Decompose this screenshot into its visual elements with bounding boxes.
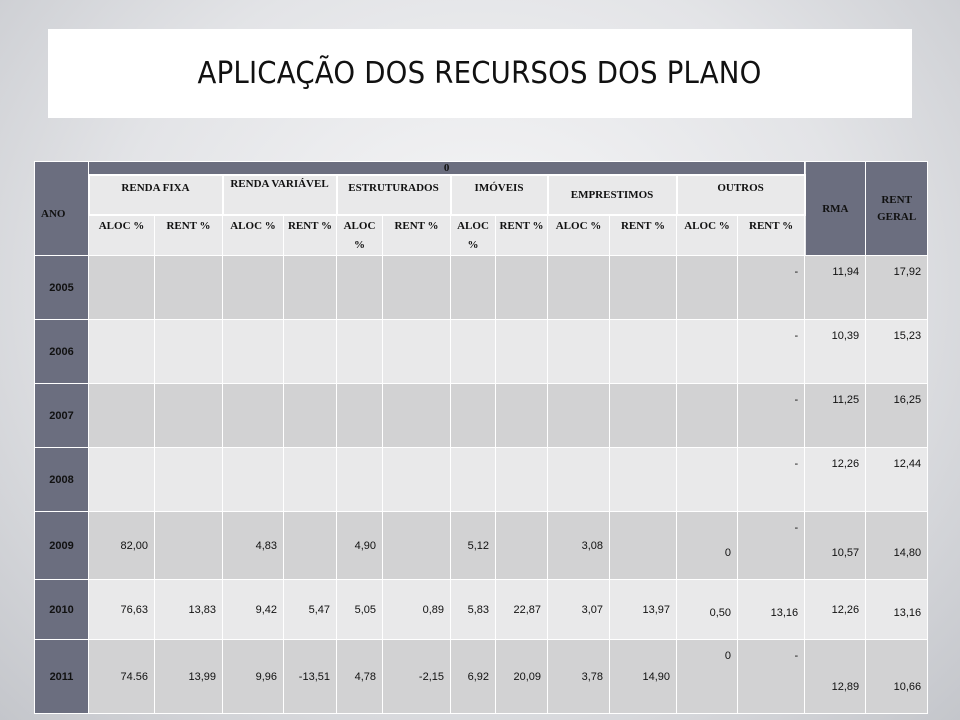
- rf-aloc: 74.56: [89, 640, 155, 714]
- em-aloc: 3,08: [548, 512, 610, 580]
- ou-rent: 13,16: [738, 580, 805, 640]
- im-rent: [496, 512, 548, 580]
- rent-geral: 17,92: [866, 256, 928, 320]
- em-rent: 13,97: [610, 580, 677, 640]
- ou-aloc: [677, 448, 738, 512]
- es-rent: -2,15: [383, 640, 451, 714]
- es-aloc: [337, 320, 383, 384]
- im-rent: [496, 384, 548, 448]
- im-aloc: 5,12: [451, 512, 496, 580]
- rf-aloc: [89, 384, 155, 448]
- rent-geral: 12,44: [866, 448, 928, 512]
- ou-rent: -: [738, 512, 805, 580]
- im-rent: [496, 448, 548, 512]
- es-aloc: [337, 256, 383, 320]
- rf-rent: [155, 512, 223, 580]
- sub-es-aloc: ALOC %: [337, 215, 383, 256]
- im-rent: 22,87: [496, 580, 548, 640]
- rf-rent: 13,99: [155, 640, 223, 714]
- rv-aloc: [223, 256, 284, 320]
- em-rent: [610, 384, 677, 448]
- group-renda-fixa: RENDA FIXA: [89, 175, 223, 215]
- table-row: [35, 256, 928, 320]
- es-aloc: 5,05: [337, 580, 383, 640]
- ou-rent: -: [738, 448, 805, 512]
- es-rent: 0,89: [383, 580, 451, 640]
- sub-em-rent: RENT %: [610, 215, 677, 256]
- group-emprestimos: EMPRESTIMOS: [548, 175, 677, 215]
- em-rent: [610, 448, 677, 512]
- rv-aloc: [223, 384, 284, 448]
- rent-geral: 13,16: [866, 580, 928, 640]
- ou-aloc: [677, 256, 738, 320]
- rf-aloc: [89, 256, 155, 320]
- im-aloc: [451, 384, 496, 448]
- rf-aloc: [89, 320, 155, 384]
- header-rma: RMA: [805, 162, 866, 256]
- rma: 12,89: [805, 640, 866, 714]
- em-aloc: [548, 384, 610, 448]
- es-rent: [383, 256, 451, 320]
- im-rent: 20,09: [496, 640, 548, 714]
- rf-aloc: [89, 448, 155, 512]
- es-rent: [383, 384, 451, 448]
- rv-aloc: [223, 448, 284, 512]
- rf-rent: 13,83: [155, 580, 223, 640]
- sub-rf-rent: RENT %: [155, 215, 223, 256]
- es-rent: [383, 448, 451, 512]
- im-rent: [496, 256, 548, 320]
- es-rent: [383, 512, 451, 580]
- sub-im-aloc: ALOC %: [451, 215, 496, 256]
- sub-rf-aloc: ALOC %: [89, 215, 155, 256]
- sub-ou-aloc: ALOC %: [677, 215, 738, 256]
- sub-ou-rent: RENT %: [738, 215, 805, 256]
- sub-es-rent: RENT %: [383, 215, 451, 256]
- rma: 10,39: [805, 320, 866, 384]
- rent-geral: 15,23: [866, 320, 928, 384]
- em-aloc: 3,07: [548, 580, 610, 640]
- em-rent: 14,90: [610, 640, 677, 714]
- rent-geral: 10,66: [866, 640, 928, 714]
- rv-rent: [284, 448, 337, 512]
- year-cell: 2011: [35, 640, 89, 714]
- rf-aloc: 82,00: [89, 512, 155, 580]
- em-aloc: [548, 256, 610, 320]
- rv-rent: 5,47: [284, 580, 337, 640]
- sub-rv-rent: RENT %: [284, 215, 337, 256]
- es-aloc: [337, 448, 383, 512]
- rv-rent: [284, 384, 337, 448]
- rma: 12,26: [805, 448, 866, 512]
- ou-rent: -: [738, 256, 805, 320]
- year-cell: 2010: [35, 580, 89, 640]
- ou-rent: -: [738, 640, 805, 714]
- im-aloc: 6,92: [451, 640, 496, 714]
- rv-rent: [284, 320, 337, 384]
- es-aloc: 4,78: [337, 640, 383, 714]
- rf-rent: [155, 448, 223, 512]
- em-aloc: [548, 320, 610, 384]
- es-aloc: [337, 384, 383, 448]
- header-ano: ANO: [35, 162, 89, 256]
- ou-aloc: [677, 384, 738, 448]
- year-cell: 2005: [35, 256, 89, 320]
- em-aloc: [548, 448, 610, 512]
- table-row: [35, 320, 928, 384]
- rent-geral: 14,80: [866, 512, 928, 580]
- rv-rent: [284, 512, 337, 580]
- rf-rent: [155, 256, 223, 320]
- im-aloc: [451, 448, 496, 512]
- rv-aloc: 9,96: [223, 640, 284, 714]
- em-aloc: 3,78: [548, 640, 610, 714]
- year-cell: 2007: [35, 384, 89, 448]
- ou-aloc: 0,50: [677, 580, 738, 640]
- table-row: [35, 512, 928, 580]
- em-rent: [610, 256, 677, 320]
- ou-rent: -: [738, 320, 805, 384]
- em-rent: [610, 320, 677, 384]
- rma: 10,57: [805, 512, 866, 580]
- es-rent: [383, 320, 451, 384]
- rv-rent: [284, 256, 337, 320]
- rent-geral: 16,25: [866, 384, 928, 448]
- im-aloc: [451, 320, 496, 384]
- im-aloc: [451, 256, 496, 320]
- group-outros: OUTROS: [677, 175, 805, 215]
- slide-title: APLICAÇÃO DOS RECURSOS DOS PLANO: [197, 56, 763, 91]
- group-estruturados: ESTRUTURADOS: [337, 175, 451, 215]
- table-row: [35, 640, 928, 714]
- group-renda-variavel: RENDA VARIÁVEL: [223, 175, 337, 215]
- table-row: [35, 384, 928, 448]
- allocation-table: [34, 161, 928, 714]
- table-row: [35, 580, 928, 640]
- em-rent: [610, 512, 677, 580]
- table-row: [35, 448, 928, 512]
- rf-rent: [155, 384, 223, 448]
- ou-aloc: 0: [677, 512, 738, 580]
- rv-rent: -13,51: [284, 640, 337, 714]
- ou-aloc: [677, 320, 738, 384]
- rma: 11,94: [805, 256, 866, 320]
- rv-aloc: 9,42: [223, 580, 284, 640]
- rv-aloc: [223, 320, 284, 384]
- im-aloc: 5,83: [451, 580, 496, 640]
- im-rent: [496, 320, 548, 384]
- es-aloc: 4,90: [337, 512, 383, 580]
- year-cell: 2009: [35, 512, 89, 580]
- rf-rent: [155, 320, 223, 384]
- sub-em-aloc: ALOC %: [548, 215, 610, 256]
- header-zero: 0: [89, 162, 805, 176]
- header-rent-geral: RENT GERAL: [866, 162, 928, 256]
- ou-rent: -: [738, 384, 805, 448]
- rma: 12,26: [805, 580, 866, 640]
- ou-aloc: 0: [677, 640, 738, 714]
- rma: 11,25: [805, 384, 866, 448]
- rv-aloc: 4,83: [223, 512, 284, 580]
- sub-im-rent: RENT %: [496, 215, 548, 256]
- sub-rv-aloc: ALOC %: [223, 215, 284, 256]
- year-cell: 2008: [35, 448, 89, 512]
- title-box: [48, 29, 912, 118]
- rf-aloc: 76,63: [89, 580, 155, 640]
- year-cell: 2006: [35, 320, 89, 384]
- group-imoveis: IMÓVEIS: [451, 175, 548, 215]
